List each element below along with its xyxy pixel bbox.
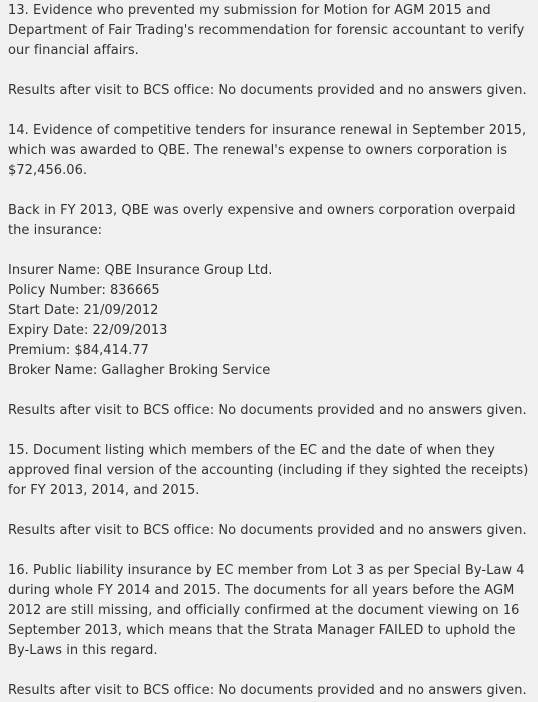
item-16-result: Results after visit to BCS office: No documents provided and no answers given. bbox=[8, 683, 527, 698]
insurance-policy-details bbox=[8, 261, 534, 381]
item-16-text: 16. Public liability insurance by EC member from Lot 3 as per Special By-Law 4 during whole FY 2014 and 2015. The documents for all years before the AGM 2012 are still missing, and officially confirmed at the document viewing on 16 September 2013, which means that the Strata Manager FAILED to uphold the By-Laws in this regard. bbox=[8, 563, 525, 658]
item-13-result: Results after visit to BCS office: No documents provided and no answers given. bbox=[8, 83, 527, 98]
item-14-text: 14. Evidence of competitive tenders for insurance renewal in September 2015, which was awarded to QBE. The renewal's expense to owners corporation is $72,456.06. bbox=[8, 123, 527, 178]
broker-name: Broker Name: Gallagher Broking Service bbox=[8, 363, 271, 378]
item-14-result: Results after visit to BCS office: No documents provided and no answers given. bbox=[8, 403, 527, 418]
item-14-background: Back in FY 2013, QBE was overly expensive and owners corporation overpaid the insurance: bbox=[8, 203, 516, 238]
insurer-name: Insurer Name: QBE Insurance Group Ltd. bbox=[8, 263, 273, 278]
item-13-text: 13. Evidence who prevented my submission for Motion for AGM 2015 and Department of Fair Trading's recommendation for forensic accountant to verify our financial affairs. bbox=[8, 3, 525, 58]
start-date: Start Date: 21/09/2012 bbox=[8, 303, 159, 318]
item-15-text: 15. Document listing which members of the EC and the date of when they approved final version of the accounting (including if they sighted the receipts) for FY 2013, 2014, and 2015. bbox=[8, 443, 529, 498]
item-15-result: Results after visit to BCS office: No documents provided and no answers given. bbox=[8, 523, 527, 538]
policy-number: Policy Number: 836665 bbox=[8, 283, 160, 298]
premium: Premium: $84,414.77 bbox=[8, 343, 149, 358]
expiry-date: Expiry Date: 22/09/2013 bbox=[8, 323, 168, 338]
